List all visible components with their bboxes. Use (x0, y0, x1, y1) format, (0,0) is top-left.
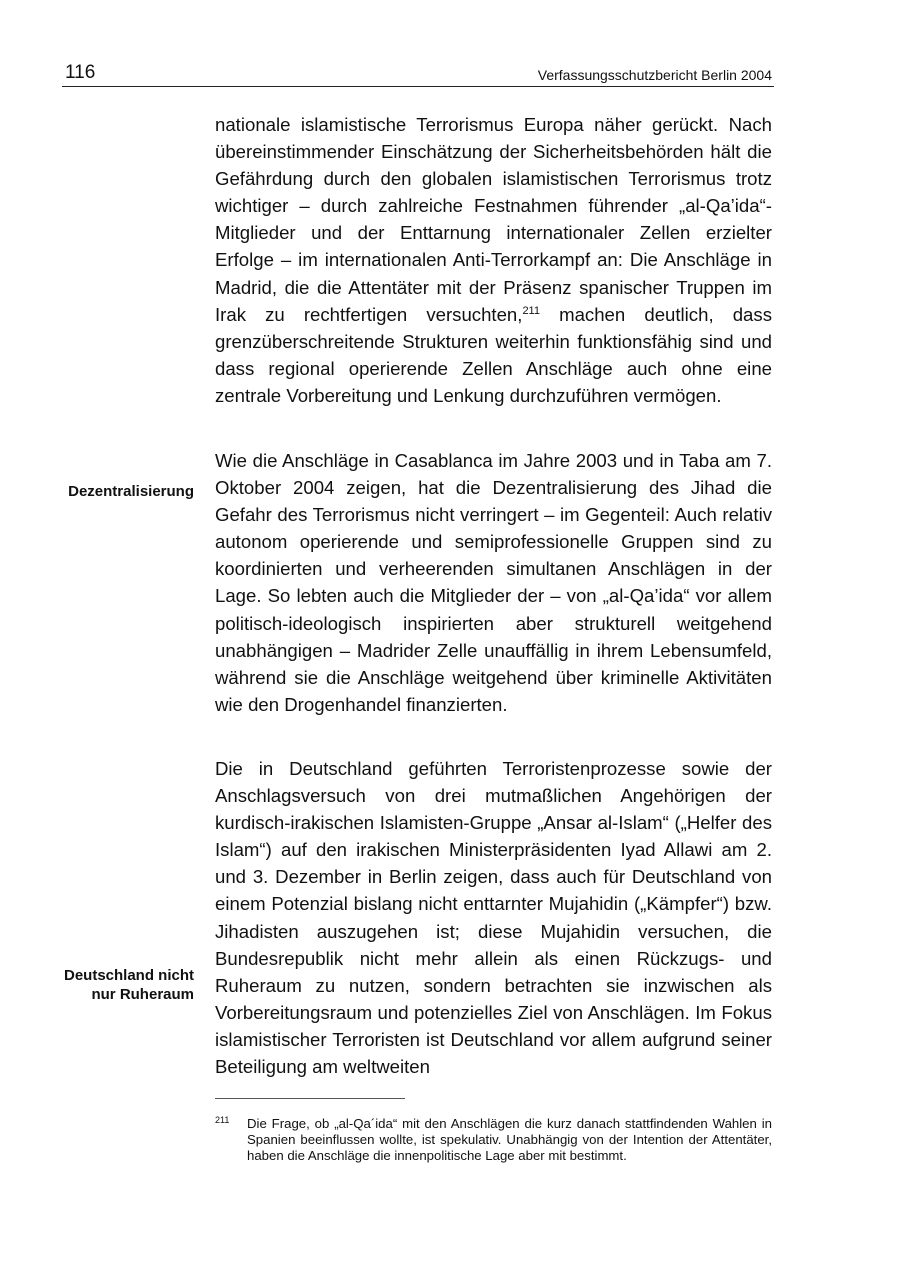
running-title: Verfassungsschutzbericht Berlin 2004 (537, 67, 772, 83)
paragraph-text: machen deutlich, dass grenzüberschreitende Strukturen weiterhin funktionsfähig sind und dass regional operierende Zellen Anschläge auch ohne eine zentrale Vorbereitung und Lenkung durchzuführen vermögen. (215, 303, 772, 406)
footnote-reference[interactable]: 211 (522, 304, 540, 317)
body-paragraph-2 (215, 447, 772, 718)
paragraph-text: Wie die Anschläge in Casablanca im Jahre 2003 und in Taba am 7. Oktober 2004 zeigen, hat die Dezentralisierung des Jihad die Gefahr des Terrorismus nicht verringert – im Gegenteil: Auch relativ autonom operierende und semiprofessionelle Gruppen sind zu koordinierten und verheerenden simultanen Anschlägen in der Lage. So lebten auch die Mitglieder der – von „al-Qa’ida“ vor allem politisch-ideologisch inspirierten aber strukturell weitgehend unabhängigen – Madrider Zelle unauffällig in ihrem Lebensumfeld, während sie die Anschläge weitgehend über kriminelle Aktivitäten wie den Drogenhandel finanzierten. (215, 450, 772, 715)
margin-note-line: nur Ruheraum (91, 986, 194, 1003)
margin-note-line: Deutschland nicht (63, 967, 194, 984)
page-number: 116 (65, 62, 96, 83)
footnote-number: 211 (215, 1115, 230, 1125)
paragraph-text: Die in Deutschland geführten Terroristenprozesse sowie der Anschlagsversuch von drei mutmaßlichen Angehörigen der kurdisch-irakischen Islamisten-Gruppe „Ansar al-Islam“ („Helfer des Islam“) auf den irakischen Ministerpräsidenten Iyad Allawi am 2. und 3. Dezember in Berlin zeigen, dass auch für Deutschland von einem Potenzial bislang nicht enttarnter Mujahidin („Kämpfer“) bzw. Jihadisten auszugehen ist; diese Mujahidin versuchen, die Bundesrepublik nicht mehr allein als einen Rückzugs- und Ruheraum zu nutzen, sondern betrachten sie inzwischen als Vorbereitungsraum und potenzielles Ziel von Anschlägen. Im Fokus islamistischer Terroristen ist Deutschland vor allem aufgrund seiner Beteiligung am weltweiten (215, 758, 772, 1078)
page-header (62, 62, 774, 87)
paragraph-text: nationale islamistische Terrorismus Europa näher gerückt. Nach übereinstimmender Einschätzung der Sicherheitsbehörden hält die Gefährdung durch den globalen islamistischen Terrorismus trotz wichtiger – durch zahlreiche Festnahmen führender „al-Qa’ida“-Mitglieder und der Enttarnung internationaler Zellen erzielter Erfolge – im internationalen Anti-Terrorkampf an: Die Anschläge in Madrid, die die Attentäter mit der Präsenz spanischer Truppen im Irak zu rechtfertigen versuchten, (215, 114, 772, 325)
margin-note-deutschland (34, 966, 194, 1004)
footnote-text: Die Frage, ob „al-Qa´ida“ mit den Anschlägen die kurz danach stattfindenden Wahlen in Spanien beeinflussen wollte, ist spekulativ. Unabhängig von der Intention der Attentäter, haben die Anschläge die innenpolitische Lage aber mit bestimmt. (247, 1116, 772, 1163)
footnote-divider (215, 1098, 405, 1099)
margin-note-dezentralisierung: Dezentralisierung (68, 483, 194, 500)
body-paragraph-1 (215, 111, 772, 409)
body-paragraph-3 (215, 755, 772, 1080)
footnote (215, 1116, 772, 1163)
